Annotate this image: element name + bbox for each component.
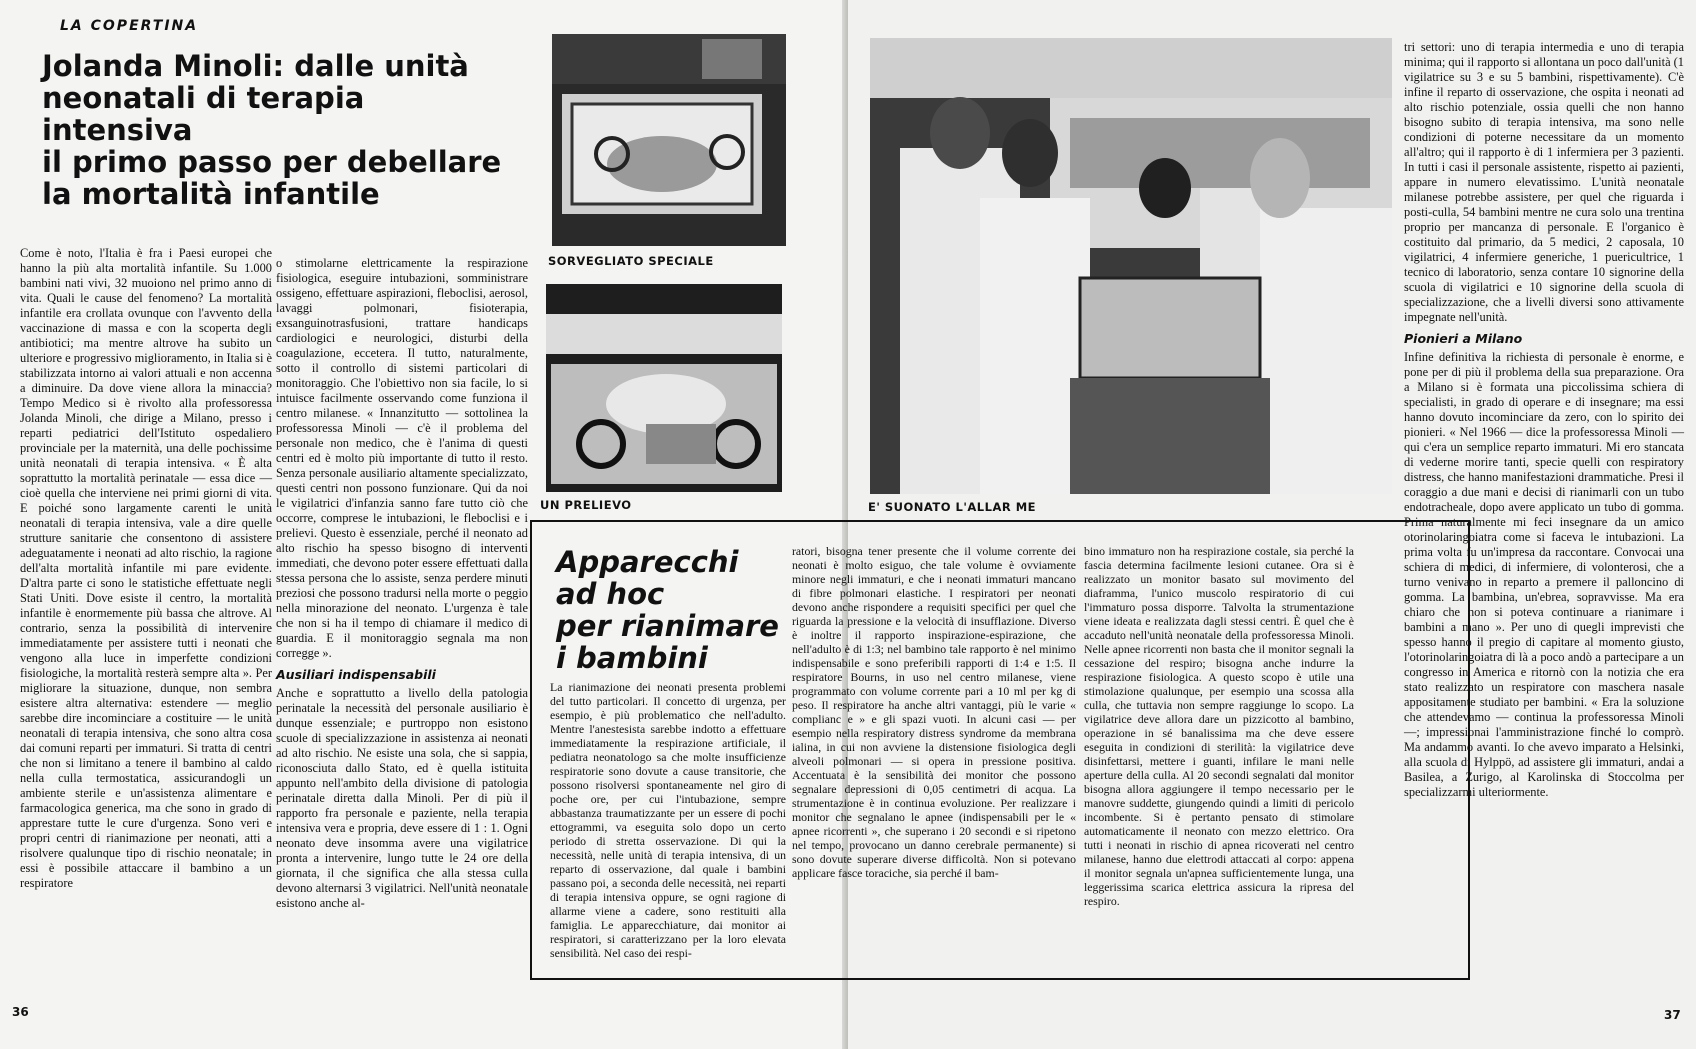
column-4-text-b: Infine definitiva la richiesta di personale è enorme, e pone per di più il problema della sua preparazione. Ora a Milano si è formata una piccolissima schiera di specialisti, in grado di operare e di insegnare; ma essi hanno dovuto incominciare da zero, con lo spirito dei pionieri. « Nel 1966 — dice la professoressa Minoli — qui c'era un semplice reparto immaturi. Mi ero stancata di vederne morire tanti, specie quelli con respiratory distress, che hanno manifestazioni drammatiche. Presi il coraggio a due mani e decisi di rianimarli con un tubo endotracheale, dopo avere applicato un tubo di gomma. Prima naturalmente mi feci insegnare da un amico otorinolaringoiatra come si faceva le intubazioni. La prima volta fu un'impresa da raccontare. Convocai una schiera di medici, di infermiere, di volonterosi, che a turno venivano in reparto a premere il palloncino di gomma. La bambina, un'ebrea, sopravvisse. Ma era chiaro che non si poteva continuare a rianimare i bambini a mano ». Per uno di quegli imprevisti che spesso hanno il pregio di capitare al momento giusto, l'otorinolaringoiatra di là a poco andò a partecipare a un congresso in America e ritornò con la notizia che era stato realizzato un respiratore con maschera nasale appositamente studiato per bambini. « Era la soluzione che attendevamo — continua la professoressa Minoli —; impressionai l'amministrazione finché lo comprò. Ma andammo avanti. Io che avevo imparato a Helsinki, alla scuola di Hylppö, ad assistere gli immaturi, andai a Basilea, a Zurigo, al Karolinska di Stoccolma per specializzarmi ulteriormente. bbox=[1404, 350, 1684, 799]
sidebar-column-1 bbox=[550, 680, 786, 968]
sidebar-intro-text: La rianimazione dei neonati presenta problemi del tutto particolari. Il concetto di urgenza, per esempio, è più problematico che nell'adulto. Mentre l'anestesista sarebbe indotto a effettuare immediatamente la respirazione artificiale, il pediatra neonatologo sa che molte insufficienze respiratorie sono dovute a cause transitorie, che possono risolversi spontaneamente nel giro di poche ore, per cui l'intubazione, sempre abbastanza traumatizzante per un essere di pochi ettogrammi, va eseguita solo dopo un certo periodo di stretta osservazione. Di qui la necessità, nelle unità di terapia intensiva, di un reparto di osservazione, dal quale i bambini passano poi, a seconda delle necessità, nei reparti di terapia intensiva oppure, se ogni ragione di allarme viene a cadere, sono restituiti alla famiglia. Le apparecchiature, dai monitor ai respiratori, si caratterizzano per la loro elevata sensibilità. Nel caso dei respi- bbox=[550, 680, 786, 960]
photo-2-caption: UN PRELIEVO bbox=[540, 498, 632, 512]
article-column-4 bbox=[1404, 40, 1684, 1000]
subheading-pionieri: Pionieri a Milano bbox=[1404, 331, 1523, 346]
photo-neonatal-unit-staff bbox=[870, 38, 1392, 494]
column-1-text: Come è noto, l'Italia è fra i Paesi europei che hanno la più alta mortalità infantile. Su 1.000 bambini nati vivi, 32 muoiono nel primo anno di vita. Quali le cause del fenomeno? La mortalità infantile era crollata ovunque con l'avvento della vaccinazione di massa e con la scoperta degli antibiotici; ma mentre altrove ha subito un ulteriore e progressivo miglioramento, in Italia si è stabilizzata intorno ai valori attuali e non accenna a diminuire. Da dove viene allora la minaccia? Tempo Medico si è rivolto alla professoressa Jolanda Minoli, che dirige a Milano, presso i reparti pediatrici dell'Istituto ospedaliero provinciale per la maternità, una delle pochissime unità neonatali di terapia intensiva. « È alta soprattutto la mortalità perinatale — essa dice — cioè quella che interviene nei primi giorni di vita. E poiché sono largamente carenti le unità neonatali di terapia intensiva, vale a dire quelle strutture sanitarie che consentono di assistere adeguatamente i neonati ad alto rischio, la ragione dell'alta mortalità infantile mi pare evidente. D'altra parte ci sono le statistiche effettuate negli Stati Uniti. Dove esiste il centro, la mortalità infantile è enormemente più bassa che altrove. Al contrario, senza la possibilità di intervenire immediatamente per assistere tutti i neonati che vengono alla luce in imperfette condizioni fisiologiche, la mortalità resterà sempre alta ». Per migliorare la situazione, dunque, non sembra esistere altra alternativa: estendere — meglio sarebbe dire incominciare a costituire — le unità neonatali di terapia intensiva, che sono altra cosa dai comuni reparti per immaturi. Si tratta di centri che non si limitano a tenere il bambino al caldo nella culla termostatica, assicurandogli un ambiente sterile e un'assistenza alimentare e farmacologica generica, ma che sono in grado di apprestare tutte le cure d'urgenza. Sono veri e propri centri di rianimazione per neonati, atti a risolvere qualunque tipo di rischio neonatale; in essi è possibile attaccare il bambino a un respiratore bbox=[20, 246, 272, 890]
article-column-2 bbox=[276, 256, 528, 946]
sidebar-column-3 bbox=[1084, 544, 1354, 968]
page-number-right: 37 bbox=[1664, 1008, 1681, 1022]
sidebar-column-2-text: ratori, bisogna tener presente che il volume corrente dei neonati è molto esiguo, che tale volume è ovviamente minore negli immaturi, e che i neonati immaturi mancano di fibre polmonari elastiche. I respiratori per neonati devono anche rispondere a requisiti specifici per quel che riguarda la pressione e la velocità di insufflazione. Diverso è inoltre il rapporto inspirazione-espirazione, che nell'adulto è di 1:3; nel bambino tale rapporto è nel minimo indispensabile e sono preferibili rapporti di 1:4 e 1:5. Il respiratore Bourns, in uso nel centro milanese, viene programmato con volume corrente pari a 10 ml per kg di peso. Il respiratore ha anche altri vantaggi, più le varie « complianc e » e gli spazi vuoti. In alcuni casi — per esempio nella respiratory distress syndrome da membrana ialina, in cui non avviene la distensione fisiologica degli alveoli polmonari — si opera in pressione positiva. Accentuata è la sensibilità dei monitor che possono segnalare depressioni di 0,05 centimetri di acqua. La strumentazione è in continua evoluzione. Per realizzare i monitor che segnalano le apnee (indispensabili per le « apnee ricorrenti », che superano i 20 secondi e si ripetono nel tempo, provocano un danno cerebrale permanente) si sono dovute superare diverse difficoltà. Non si potevano applicare fasce toraciche, sia perché il bam- bbox=[792, 544, 1076, 880]
photo-incubator-infant bbox=[552, 34, 786, 246]
photo-blood-sample bbox=[546, 284, 782, 492]
section-label: LA COPERTINA bbox=[60, 18, 199, 34]
article-column-1 bbox=[20, 246, 272, 946]
column-2-text-b: Anche e soprattutto a livello della patologia perinatale la necessità del personale ausiliario è dunque essenziale; e purtroppo non esistono scuole di specializzazione in assistenza ai neonati ad alto rischio. Ne esiste una sola, che si sappia, riconosciuta dallo Stato, ed è quella istituita appunto nell'ambito della divisione di patologia perinatale diretta dalla Minoli. Per di più il rapporto fra personale e paziente, nella terapia intensiva vera e propria, deve essere di 1 : 1. Ogni neonato deve insomma avere una vigilatrice pronta a intervenire, lungo tutte le 24 ore della giornata, il che significa che alla stessa culla devono alternarsi 3 vigilatrici. Nell'unità neonatale esistono anche al- bbox=[276, 686, 528, 910]
sidebar-title: Apparecchi ad hoc per rianimare i bambini bbox=[556, 545, 779, 675]
article-headline: Jolanda Minoli: dalle unità neonatali di terapia intensiva il primo passo per debellare la mortalità infantile bbox=[42, 49, 502, 211]
sidebar-column-2 bbox=[792, 544, 1076, 968]
sidebar-column-3-text: bino immaturo non ha respirazione costale, sia perché la fascia determina facilmente lesioni cutanee. Ora si è realizzato un monitor basato sul movimento del diaframma, l'unico muscolo respiratorio di cui l'immaturo possa disporre. Talvolta la strumentazione viene ideata e realizzata dagli stessi centri. È quel che è accaduto nell'unità neonatale della professoressa Minoli. Nelle apnee ricorrenti non basta che il monitor segnali la cessazione del respiro; bisogna anche indurre la respirazione fisiologica. A questo scopo è utile una stimolazione qualunque, per esempio una scossa alla culla, che tuttavia non sempre raggiunge lo scopo. La vigilatrice deve allora dare un pizzicotto al bambino, operazione in sé banalissima ma che deve essere eseguita in condizioni di sterilità: la vigilatrice deve disinfettarsi, mettere i guanti, infilare le mani nelle aperture della culla. Al 20 secondi segnalati dal monitor bisogna allora aggiungere il tempo necessario per le manovre suddette, giungendo quindi a limiti di pericolo incombente. Si è pertanto pensato di stimolare automaticamente il neonato con mezzo elettrico. Ora tutti i neonati in rischio di apnea ricoverati nel centro milanese, hanno due elettrodi attaccati al corpo: appena il monitor segnala un'apnea sufficientemente lunga, una leggerissima scarica elettrica assicura la ripresa del respiro. bbox=[1084, 544, 1354, 908]
photo-1-caption: SORVEGLIATO SPECIALE bbox=[548, 254, 714, 268]
page-number-left: 36 bbox=[12, 1005, 29, 1019]
photo-3-caption: E' SUONATO L'ALLAR ME bbox=[868, 500, 1036, 514]
subheading-ausiliari: Ausiliari indispensabili bbox=[276, 667, 436, 682]
column-4-text-a: tri settori: uno di terapia intermedia e uno di terapia minima; qui il rapporto si allontana un poco dall'unità (1 vigilatrice su 3 e su 5 bambini, rispettivamente). C'è infine il reparto di osservazione, che ospita i neonati ad alto rischio potenziale, ossia quelli che non hanno bisogno subito di terapia intensiva, ma sono nelle condizioni di poterne necessitare da un momento all'altro; qui il rapporto è di 1 infermiera per 3 pazienti. In tutti i casi il personale assistente, rispetto ai pazienti, appare in numero elevatissimo. L'unità neonatale milanese potrebbe assistere, per quel che riguarda i posti-culla, 54 bambini mentre ne cura solo una trentina proprio per mancanza di personale. E l'organico è costituito dal primario, da 5 medici, 2 caposala, 10 vigilatrici, 4 infermiere generiche, 1 puericultrice, 1 tecnico di laboratorio, senza contare 10 signorine della scuola di vigilatrici e 10 signorine della scuola di specializzazione, che a livelli diversi sono attivamente impegnate nell'unità. bbox=[1404, 40, 1684, 324]
column-2-text-a: o stimolarne elettricamente la respirazione fisiologica, eseguire intubazioni, somministrare ossigeno, effettuare aspirazioni, fleboclisi, aerosol, lavaggi polmonari, fisioterapia, exsanguinotrasfusioni, trattare handicaps cardiologici e neurologici, disturbi della coagulazione, eccetera. Il tutto, naturalmente, sotto il controllo di sistemi particolari di monitoraggio. Che l'obiettivo non sia facile, lo si intuisce facilmente osservando come funziona il centro milanese. « Innanzitutto — sottolinea la professoressa Minoli — c'è il problema del personale non medico, che è l'anima di questi centri ed è molto più importante di tutto il resto. Senza personale ausiliario altamente specializzato, questi centri non possono funzionare. Qui da noi le vigilatrici d'infanzia sanno fare tutto ciò che occorre, comprese le intubazioni, le fleboclisi e i prelievi. Questo è essenziale, perché il neonato ad alto rischio ha spesso bisogno di interventi immediati, che devono poter essere effettuati dalla stessa persona che lo assiste, senza perdere minuti preziosi che possono tradursi nella morte o peggio nella minorazione del neonato. L'urgenza è tale che non si ha il tempo di chiamare il medico di guardia. E il monitoraggio segnala ma non corregge ». bbox=[276, 256, 528, 660]
